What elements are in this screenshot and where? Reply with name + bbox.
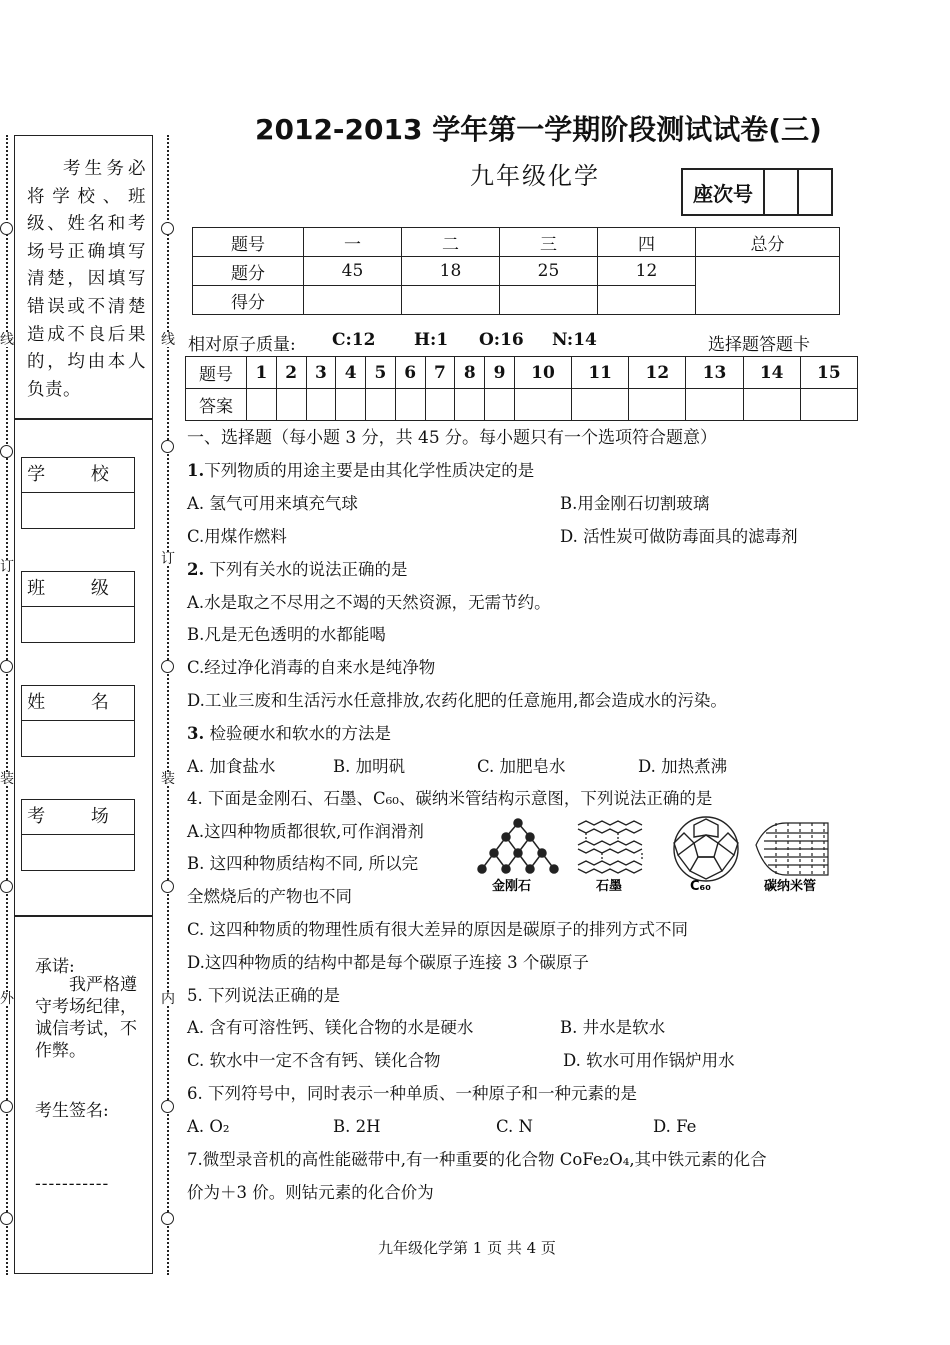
sidebar-pledge-box <box>14 915 153 1274</box>
question-number: 2. <box>187 560 205 579</box>
q3-option-c: C. 加肥皂水 <box>477 757 566 776</box>
exam-room-field-label: 考 场 <box>22 800 134 835</box>
q5-option-c: C. 软水中一定不含有钙、镁化合物 <box>187 1051 441 1070</box>
c60-label: C₆₀ <box>690 879 711 894</box>
nanotube-label: 碳纳米管 <box>764 879 817 894</box>
answer-card-number: 13 <box>686 357 743 389</box>
answer-card-number: 4 <box>336 357 366 389</box>
binding-hole <box>0 222 13 235</box>
answer-card-number: 7 <box>425 357 455 389</box>
question-number: 3. <box>187 724 205 743</box>
q3-option-a: A. 加食盐水 <box>187 757 276 776</box>
answer-card-number: 10 <box>514 357 571 389</box>
seat-number-box <box>681 168 833 216</box>
margin-char: 外 <box>0 991 14 1007</box>
binding-hole <box>161 440 174 453</box>
points-label: 题分 <box>193 257 304 286</box>
margin-char: 订 <box>161 551 175 567</box>
section-heading <box>187 427 717 449</box>
answer-cell[interactable] <box>629 389 686 421</box>
signature-line[interactable]: ----------- <box>35 1174 110 1194</box>
binding-hole <box>161 1212 174 1225</box>
atomic-mass-line <box>188 330 597 355</box>
name-field[interactable] <box>21 685 135 757</box>
score-header: 四 <box>598 228 696 257</box>
margin-char: 装 <box>0 771 14 787</box>
answer-cell[interactable] <box>800 389 857 421</box>
page-footer: 九年级化学第 1 页 共 4 页 <box>378 1239 556 1257</box>
answer-card-number: 15 <box>800 357 857 389</box>
answer-card-answer-row <box>186 389 858 421</box>
margin-char: 订 <box>0 559 14 575</box>
section-heading-text: 一、选择题（每小题 3 分，共 45 分。每小题只有一个选项符合题意） <box>187 428 718 448</box>
q6-option-c: C. N <box>496 1117 533 1136</box>
answer-card-num-label: 题号 <box>186 357 247 389</box>
score-row-label: 得分 <box>193 286 304 315</box>
answer-cell[interactable] <box>572 389 629 421</box>
q2-option-d: D.工业三废和生活污水任意排放,农药化肥的任意施用,都会造成水的污染。 <box>187 691 727 710</box>
sidebar-notice-text: 考生务必将学校、班级、姓名和考场号正确填写清楚，因填写错误或不清楚造成不良后果的，均由本人负责。 <box>27 159 146 400</box>
pledge-text: 我严格遵守考场纪律，诚信考试，不作弊。 <box>35 975 137 1061</box>
score-header: 三 <box>500 228 598 257</box>
page-title: 2012-2013 学年第一学期阶段测试试卷(三) <box>255 113 822 146</box>
answer-card-number: 8 <box>455 357 485 389</box>
q6-option-b: B. 2H <box>333 1117 381 1136</box>
answer-card-number-row <box>186 357 858 389</box>
atomic-mass-label: 相对原子质量: <box>188 335 296 355</box>
sidebar-notice-box <box>14 135 153 420</box>
question-2-stem <box>187 559 407 581</box>
answer-cell[interactable] <box>276 389 306 421</box>
total-score-cell[interactable] <box>696 257 840 315</box>
diamond-structure <box>478 819 558 873</box>
q2-option-c: C.经过净化消毒的自来水是纯净物 <box>187 658 436 677</box>
answer-card-number: 5 <box>366 357 396 389</box>
binding-hole <box>161 660 174 673</box>
answer-cell[interactable] <box>514 389 571 421</box>
question-1-stem <box>187 460 534 482</box>
score-cell[interactable] <box>402 286 500 315</box>
answer-card-number: 3 <box>306 357 336 389</box>
exam-room-field[interactable] <box>21 799 135 871</box>
graphite-label: 石墨 <box>596 879 623 894</box>
score-table <box>192 227 840 315</box>
binding-hole <box>0 1100 13 1113</box>
answer-cell[interactable] <box>395 389 425 421</box>
q4-option-b-line1: B. 这四种物质结构不同, 所以完 <box>187 854 419 873</box>
points-cell: 12 <box>598 257 696 286</box>
q4-option-a: A.这四种物质都很软,可作润滑剂 <box>187 822 424 841</box>
answer-card-number: 6 <box>395 357 425 389</box>
question-3-stem <box>187 723 391 745</box>
q2-option-b: B.凡是无色透明的水都能喝 <box>187 625 386 644</box>
binding-hole <box>161 880 174 893</box>
margin-char: 装 <box>161 771 175 787</box>
score-cell[interactable] <box>598 286 696 315</box>
binding-hole <box>0 660 13 673</box>
answer-cell[interactable] <box>336 389 366 421</box>
carbon-structures-figure <box>466 815 836 895</box>
q6-option-a: A. O₂ <box>187 1117 230 1136</box>
binding-hole <box>161 1100 174 1113</box>
score-cell[interactable] <box>304 286 402 315</box>
name-field-label: 姓 名 <box>22 686 134 721</box>
question-4-stem: 4. 下面是金刚石、石墨、C₆₀、碳纳米管结构示意图，下列说法正确的是 <box>187 789 713 808</box>
binding-hole <box>0 1212 13 1225</box>
signature-label: 考生签名: <box>35 1101 109 1121</box>
question-5-stem: 5. 下列说法正确的是 <box>187 986 340 1005</box>
answer-cell[interactable] <box>425 389 455 421</box>
answer-cell[interactable] <box>686 389 743 421</box>
points-cell: 18 <box>402 257 500 286</box>
question-text: 下列有关水的说法正确的是 <box>204 560 408 579</box>
school-field[interactable] <box>21 457 135 529</box>
binding-hole <box>0 445 13 458</box>
score-cell[interactable] <box>500 286 598 315</box>
answer-cell[interactable] <box>743 389 800 421</box>
seat-cell[interactable] <box>764 169 798 215</box>
diamond-label: 金刚石 <box>492 879 532 894</box>
q5-option-b: B. 井水是软水 <box>560 1018 666 1037</box>
margin-char: 线 <box>0 332 14 348</box>
answer-cell[interactable] <box>485 389 515 421</box>
atomic-mass-value: C:12 <box>332 330 376 350</box>
graphite-structure <box>578 821 642 873</box>
c60-structure <box>674 817 738 881</box>
q2-option-a: A.水是取之不尽用之不竭的天然资源，无需节约。 <box>187 593 551 612</box>
question-number: 1. <box>187 461 205 480</box>
class-field-label: 班 级 <box>22 572 134 607</box>
answer-card-label: 选择题答题卡 <box>708 335 810 355</box>
class-field[interactable] <box>21 571 135 643</box>
question-6-stem: 6. 下列符号中，同时表示一种单质、一种原子和一种元素的是 <box>187 1084 637 1103</box>
q1-option-a: A. 氢气可用来填充气球 <box>187 494 358 513</box>
answer-card-number: 12 <box>629 357 686 389</box>
score-header: 题号 <box>193 228 304 257</box>
nanotube-structure <box>756 823 828 875</box>
atomic-mass-value: N:14 <box>552 330 597 350</box>
margin-char: 线 <box>161 332 175 348</box>
score-header: 二 <box>402 228 500 257</box>
q1-option-b: B.用金刚石切割玻璃 <box>560 494 710 513</box>
seat-cell[interactable] <box>798 169 832 215</box>
margin-char: 内 <box>161 991 175 1007</box>
score-header: 总分 <box>696 228 840 257</box>
q5-option-a: A. 含有可溶性钙、镁化合物的水是硬水 <box>187 1018 474 1037</box>
answer-card-number: 14 <box>743 357 800 389</box>
q4-option-b-line2: 全燃烧后的产物也不同 <box>187 887 352 906</box>
q4-option-d: D.这四种物质的结构中都是每个碳原子连接 3 个碳原子 <box>187 953 589 972</box>
q1-option-d: D. 活性炭可做防毒面具的滤毒剂 <box>560 527 798 546</box>
binding-hole <box>161 222 174 235</box>
q3-option-b: B. 加明矾 <box>333 757 406 776</box>
page-subtitle: 九年级化学 <box>470 162 600 190</box>
score-header: 一 <box>304 228 402 257</box>
binding-hole <box>0 880 13 893</box>
question-text: 检验硬水和软水的方法是 <box>204 724 391 743</box>
answer-card-number: 9 <box>485 357 515 389</box>
q4-option-c: C. 这四种物质的物理性质有很大差异的原因是碳原子的排列方式不同 <box>187 920 689 939</box>
answer-card-answer-label: 答案 <box>186 389 247 421</box>
seat-label: 座次号 <box>682 169 764 215</box>
answer-card-table <box>185 356 858 421</box>
answer-cell[interactable] <box>247 389 277 421</box>
answer-card-number: 2 <box>276 357 306 389</box>
answer-card-number: 1 <box>247 357 277 389</box>
points-cell: 25 <box>500 257 598 286</box>
q5-option-d: D. 软水可用作锅炉用水 <box>563 1051 735 1070</box>
answer-cell[interactable] <box>366 389 396 421</box>
answer-card-number: 11 <box>572 357 629 389</box>
pledge-title: 承诺: <box>35 957 75 977</box>
answer-cell[interactable] <box>455 389 485 421</box>
atomic-mass-value: O:16 <box>479 330 524 350</box>
q3-option-d: D. 加热煮沸 <box>638 757 728 776</box>
question-7-stem-line1: 7.微型录音机的高性能磁带中,有一种重要的化合物 CoFe₂O₄,其中铁元素的化合 <box>187 1150 767 1169</box>
answer-cell[interactable] <box>306 389 336 421</box>
question-7-stem-line2: 价为＋3 价。则钴元素的化合价为 <box>187 1183 434 1202</box>
sidebar-fields-box <box>14 418 153 917</box>
school-field-label: 学 校 <box>22 458 134 493</box>
atomic-mass-value: H:1 <box>414 330 449 350</box>
question-text: 下列物质的用途主要是由其化学性质决定的是 <box>204 461 535 480</box>
points-cell: 45 <box>304 257 402 286</box>
q6-option-d: D. Fe <box>653 1117 697 1136</box>
q1-option-c: C.用煤作燃料 <box>187 527 287 546</box>
